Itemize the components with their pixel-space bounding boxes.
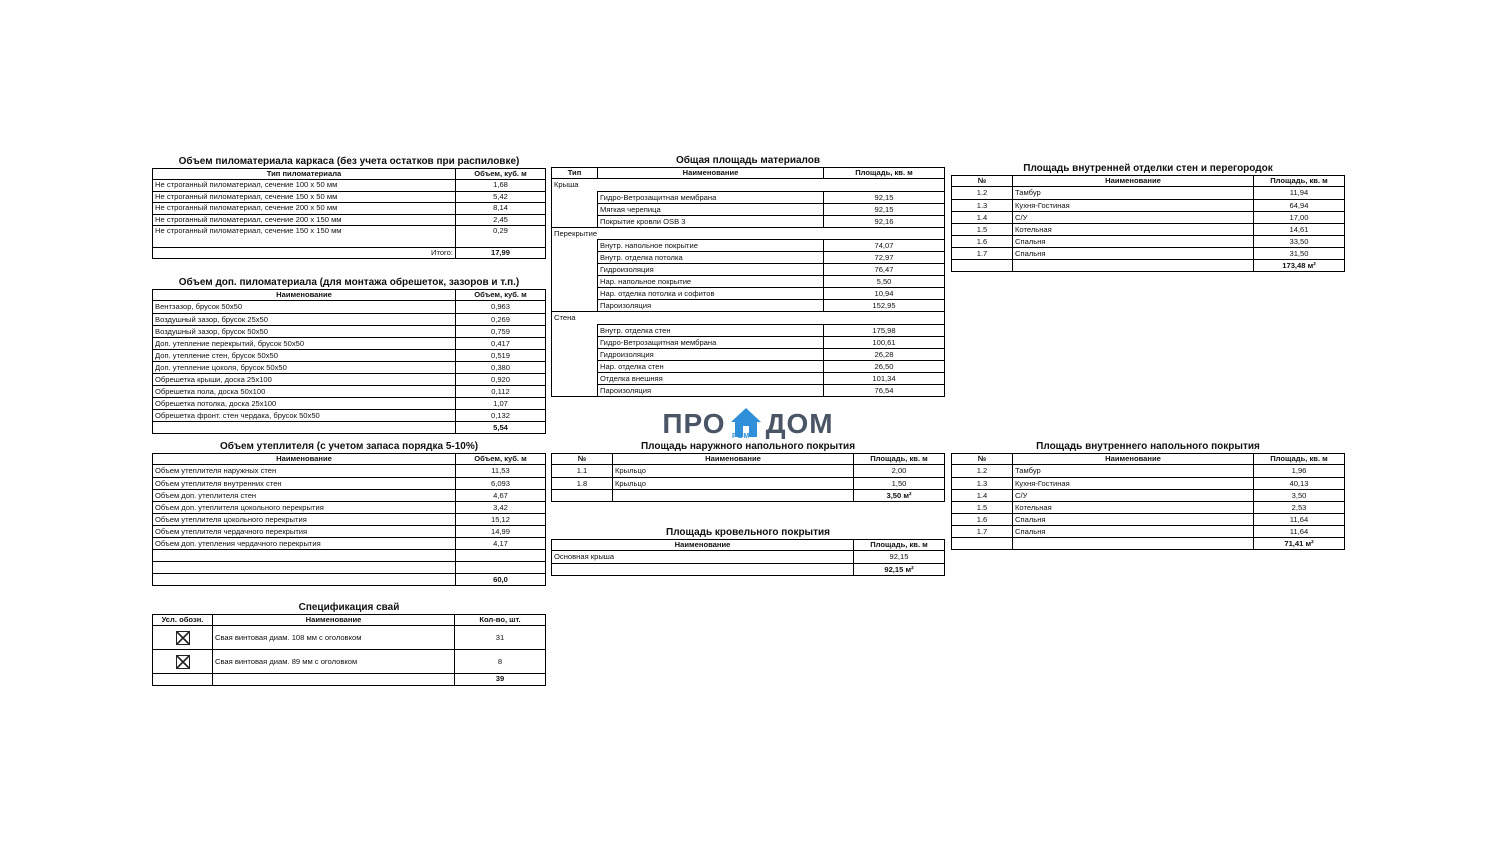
cell-value: 1,96 [1254,465,1345,477]
cell-name: Доп. утепление цоколя, брусок 50х50 [153,361,456,373]
col-header: Площадь, кв. м [824,168,945,179]
cell-value: 31,50 [1254,247,1345,259]
cell-name: Объем доп. утеплителя цокольного перекрытия [153,501,456,513]
table-row [153,191,546,202]
table-row [552,251,945,263]
total-row [952,259,1345,271]
cell-value: 2,00 [854,465,945,477]
col-header: Тип пиломатериала [153,169,456,180]
col-header: Наименование [552,540,854,551]
materials-area-table [551,167,945,397]
cell-value: 14,99 [456,525,546,537]
cell-value: 4,67 [456,489,546,501]
table-row [153,373,546,385]
cell-value: 8 [455,650,546,674]
cell-name: Свая винтовая диам. 89 мм с оголовком [213,650,455,674]
table-row [153,236,546,247]
col-header: Наименование [613,454,854,465]
cell-name: Доп. утепление перекрытий, брусок 50х50 [153,337,456,349]
cell-name: Объем утеплителя внутренних стен [153,477,456,489]
cell-value: 4,17 [456,537,546,549]
cell-name: Внутр. напольное покрытие [598,239,824,251]
cell-name: Воздушный зазор, брусок 50х50 [153,325,456,337]
cell-number: 1.2 [952,187,1013,199]
cell-value: 33,50 [1254,235,1345,247]
col-header: Объем, куб. м [456,454,546,465]
cell-empty [552,300,598,312]
cell-value: 92,16 [824,215,945,227]
table-row [153,501,546,513]
cell-name: Тамбур [1013,187,1254,199]
cell-empty [153,674,213,685]
cell-value: 1,07 [456,398,546,410]
frame-lumber-section [152,155,546,259]
cell-number: 1.4 [952,489,1013,501]
table-row [552,288,945,300]
cell-number: 1.4 [952,211,1013,223]
cell-empty [213,674,455,685]
cell-value: 6,093 [456,477,546,489]
cell-value: 100,61 [824,336,945,348]
cell-name: Спальня [1013,247,1254,259]
col-header: Площадь, кв. м [1254,454,1345,465]
cell-empty [456,236,546,247]
cell-name: Гидро-Ветрозащитная мембрана [598,336,824,348]
total-value: 39 [455,674,546,685]
table-row [153,513,546,525]
cell-value: 17,00 [1254,211,1345,223]
table-row [552,551,945,563]
piles-title: Спецификация свай [298,602,400,613]
inner-floor-section [951,440,1345,550]
cell-empty [552,385,598,397]
cell-name: Внутр. отделка потолка [598,251,824,263]
cell-value: 1,68 [456,180,546,191]
col-header: Кол-во, шт. [455,615,546,626]
table-row [153,349,546,361]
roof-area-section [551,526,945,576]
col-header: № [552,454,613,465]
table-row [952,247,1345,259]
pile-cross-icon [176,631,190,645]
cell-empty [552,251,598,263]
cell-number: 1.5 [952,223,1013,235]
cell-name: Крыльцо [613,465,854,477]
cell-value: 0,519 [456,349,546,361]
frame-lumber-title: Объем пиломатериала каркаса (без учета остатков при распиловке) [178,156,520,167]
cell-empty [552,264,598,276]
cell-name: Нар. отделка стен [598,360,824,372]
cell-name: Обрешетка крыши, доска 25х100 [153,373,456,385]
group-row [552,312,945,324]
table-row [552,191,945,203]
cell-value: 64,94 [1254,199,1345,211]
outer-floor-table [551,453,945,502]
cell-value: 152,95 [824,300,945,312]
extra-lumber-title: Объем доп. пиломатериала (для монтажа обрешеток, зазоров и т.п.) [178,277,520,288]
cell-name: Объем доп. утепления чердачного перекрытия [153,537,456,549]
total-value: 3,50 м² [854,489,945,501]
cell-value: 26,28 [824,348,945,360]
table-row [153,180,546,191]
table-row [952,199,1345,211]
cell-value: 0,380 [456,361,546,373]
cell-empty [153,422,456,434]
cell-number: 1.3 [952,199,1013,211]
col-header: Наименование [213,615,455,626]
inner-walls-section [951,162,1345,272]
table-row [153,410,546,422]
cell-value: 0,963 [456,301,546,313]
cell-name: Нар. отделка потолка и софитов [598,288,824,300]
total-value: 5,54 [456,422,546,434]
total-row [552,563,945,575]
cell-symbol [153,650,213,674]
table-row [952,489,1345,501]
table-row [952,187,1345,199]
cell-empty [552,360,598,372]
total-value: 60,0 [456,574,546,586]
col-header: Наименование [1013,176,1254,187]
insulation-table [152,453,546,586]
cell-value: 0,132 [456,410,546,422]
cell-value: 14,61 [1254,223,1345,235]
cell-name: Кухня-Гостиная [1013,477,1254,489]
cell-number: 1.7 [952,247,1013,259]
extra-lumber-section [152,276,546,434]
total-value: 71,41 м² [1254,537,1345,549]
cell-name: Нар. напольное покрытие [598,276,824,288]
table-row [153,203,546,214]
inner-walls-title: Площадь внутренней отделки стен и перегородок [1023,163,1273,174]
cell-value: 0,112 [456,386,546,398]
cell-number: 1.5 [952,501,1013,513]
table-row [153,313,546,325]
total-row [153,247,546,258]
table-row [153,226,546,237]
table-row [952,211,1345,223]
cell-value: 10,94 [824,288,945,300]
cell-value: 0,417 [456,337,546,349]
table-row [153,361,546,373]
col-header: Усл. обозн. [153,615,213,626]
cell-value: 11,53 [456,465,546,477]
group-type: Перекрытие [552,227,945,239]
cell-number: 1.6 [952,235,1013,247]
cell-name: Воздушный зазор, брусок 25х50 [153,313,456,325]
cell-empty [952,259,1013,271]
cell-name: Гидроизоляция [598,264,824,276]
total-row [153,674,546,685]
table-row [952,501,1345,513]
cell-value: 0,759 [456,325,546,337]
cell-name: Основная крыша [552,551,854,563]
cell-empty [552,276,598,288]
cell-empty [552,203,598,215]
cell-name: Объем утеплителя чердачного перекрытия [153,525,456,537]
cell-value: 0,920 [456,373,546,385]
cell-name: Крыльцо [613,477,854,489]
cell-symbol [153,626,213,650]
cell-number: 1.2 [952,465,1013,477]
cell-value: 101,34 [824,372,945,384]
table-row [552,477,945,489]
cell-empty [552,489,613,501]
table-row [552,203,945,215]
cell-name: Обрешетка фронт. стен чердака, брусок 50х50 [153,410,456,422]
table-row [153,386,546,398]
table-row [552,336,945,348]
table-row [552,348,945,360]
cell-value: 175,98 [824,324,945,336]
cell-empty [552,239,598,251]
table-row [952,525,1345,537]
cell-name: Котельная [1013,223,1254,235]
table-row [153,525,546,537]
total-row [552,489,945,501]
cell-empty [153,562,456,574]
cell-value: 92,15 [854,551,945,563]
cell-empty [552,563,854,575]
cell-number: 1.3 [952,477,1013,489]
table-row [952,223,1345,235]
cell-empty [153,236,456,247]
table-row [552,324,945,336]
inner-floor-table [951,453,1345,550]
col-header: Площадь, кв. м [854,540,945,551]
frame-lumber-table [152,168,546,259]
cell-name: Гидро-Ветрозащитная мембрана [598,191,824,203]
cell-value: 2,53 [1254,501,1345,513]
total-row [952,537,1345,549]
cell-name: Объем утеплителя наружных стен [153,465,456,477]
piles-table [152,614,546,686]
group-row [552,227,945,239]
cell-empty [456,562,546,574]
inner-floor-title: Площадь внутреннего напольного покрытия [1036,441,1260,452]
table-row [552,239,945,251]
outer-floor-section [551,440,945,502]
col-header: Наименование [598,168,824,179]
insulation-section [152,440,546,586]
cell-empty [456,550,546,562]
col-header: Площадь, кв. м [1254,176,1345,187]
total-value: 92,15 м² [854,563,945,575]
cell-name: Пароизоляция [598,300,824,312]
cell-empty [552,336,598,348]
logo-text-left: ПРО [662,408,726,439]
cell-number: 1.7 [952,525,1013,537]
table-row [153,537,546,549]
cell-name: Тамбур [1013,465,1254,477]
table-row [552,372,945,384]
cell-name: Отделка внешняя [598,372,824,384]
insulation-title: Объем утеплителя (с учетом запаса порядка 5-10%) [219,441,479,452]
roof-area-title: Площадь кровельного покрытия [666,527,830,538]
table-row [153,398,546,410]
table-row [552,276,945,288]
cell-empty [1013,537,1254,549]
cell-value: 0,29 [456,226,546,237]
cell-empty [153,550,456,562]
table-row [153,337,546,349]
group-type: Стена [552,312,945,324]
cell-name: Покрытие кровли OSB 3 [598,215,824,227]
table-row [153,325,546,337]
cell-name: Спальня [1013,525,1254,537]
table-row [552,465,945,477]
cell-number: 1.6 [952,513,1013,525]
total-row [153,574,546,586]
cell-name: Не строганный пиломатериал, сечение 150 х 50 мм [153,191,456,202]
materials-area-title: Общая площадь материалов [675,155,821,166]
cell-name: С/У [1013,211,1254,223]
group-type: Крыша [552,179,945,191]
piles-section [152,601,546,686]
cell-value: 26,50 [824,360,945,372]
extra-lumber-table [152,289,546,434]
cell-number: 1.1 [552,465,613,477]
col-header: Наименование [153,290,456,301]
table-row [153,489,546,501]
table-row [153,626,546,650]
cell-empty [552,324,598,336]
table-row [153,301,546,313]
cell-value: 11,64 [1254,513,1345,525]
cell-value: 5,42 [456,191,546,202]
cell-value: 92,15 [824,191,945,203]
logo-text-right: ДОМ [765,408,834,439]
table-row [153,650,546,674]
cell-name: Обрешетка пола, доска 50х100 [153,386,456,398]
cell-value: 1,50 [854,477,945,489]
total-row [153,422,546,434]
cell-name: Внутр. отделка стен [598,324,824,336]
cell-empty [552,215,598,227]
col-header: № [952,176,1013,187]
cell-value: 31 [455,626,546,650]
col-header: № [952,454,1013,465]
outer-floor-title: Площадь наружного напольного покрытия [640,441,856,452]
table-row [952,513,1345,525]
cell-name: Обрешетка потолка, доска 25х100 [153,398,456,410]
col-header: Наименование [1013,454,1254,465]
group-row [552,179,945,191]
cell-value: 72,97 [824,251,945,263]
cell-value: 11,64 [1254,525,1345,537]
cell-name: Спальня [1013,513,1254,525]
col-header: Площадь, кв. м [854,454,945,465]
cell-empty [153,574,456,586]
materials-area-section [551,154,945,397]
col-header: Объем, куб. м [456,290,546,301]
table-row [153,550,546,562]
cell-value: 15,12 [456,513,546,525]
cell-value: 76,47 [824,264,945,276]
cell-name: Не строганный пиломатериал, сечение 100 х 50 мм [153,180,456,191]
table-row [153,214,546,225]
cell-value: 8,14 [456,203,546,214]
cell-name: Не строганный пиломатериал, сечение 200 х 50 мм [153,203,456,214]
table-row [552,385,945,397]
cell-number: 1.8 [552,477,613,489]
pile-cross-icon [176,655,190,669]
cell-value: 40,13 [1254,477,1345,489]
cell-name: Котельная [1013,501,1254,513]
cell-name: Пароизоляция [598,385,824,397]
cell-name: Гидроизоляция [598,348,824,360]
cell-empty [952,537,1013,549]
cell-value: 0,269 [456,313,546,325]
logo [648,403,848,445]
cell-empty [552,288,598,300]
table-row [552,360,945,372]
cell-empty [613,489,854,501]
table-row [552,300,945,312]
cell-name: Объем доп. утеплителя стен [153,489,456,501]
cell-value: 2,45 [456,214,546,225]
table-row [552,264,945,276]
total-label: Итого: [153,247,456,258]
col-header: Объем, куб. м [456,169,546,180]
cell-value: 92,15 [824,203,945,215]
cell-name: Кухня-Гостиная [1013,199,1254,211]
cell-empty [552,348,598,360]
cell-name: Доп. утепление стен, брусок 50х50 [153,349,456,361]
col-header: Наименование [153,454,456,465]
cell-name: Объем утеплителя цокольного перекрытия [153,513,456,525]
table-row [952,477,1345,489]
inner-walls-table [951,175,1345,272]
cell-name: Мягкая черепица [598,203,824,215]
cell-empty [552,372,598,384]
cell-value: 5,50 [824,276,945,288]
cell-value: 3,50 [1254,489,1345,501]
cell-value: 76,54 [824,385,945,397]
cell-name: Не строганный пиломатериал, сечение 150 х 150 мм [153,226,456,237]
cell-name: Вентзазор, брусок 50х50 [153,301,456,313]
logo-subtext: РЕМ [732,433,751,440]
cell-empty [1013,259,1254,271]
table-row [153,562,546,574]
cell-name: Спальня [1013,235,1254,247]
cell-value: 11,94 [1254,187,1345,199]
cell-empty [552,191,598,203]
cell-value: 3,42 [456,501,546,513]
table-row [153,477,546,489]
table-row [153,465,546,477]
total-value: 173,48 м² [1254,259,1345,271]
cell-name: Свая винтовая диам. 108 мм с оголовком [213,626,455,650]
cell-name: С/У [1013,489,1254,501]
col-header: Тип [552,168,598,179]
table-row [952,235,1345,247]
roof-area-table [551,539,945,576]
cell-value: 74,07 [824,239,945,251]
cell-name: Не строганный пиломатериал, сечение 200 х 150 мм [153,214,456,225]
total-value: 17,99 [456,247,546,258]
table-row [552,215,945,227]
table-row [952,465,1345,477]
